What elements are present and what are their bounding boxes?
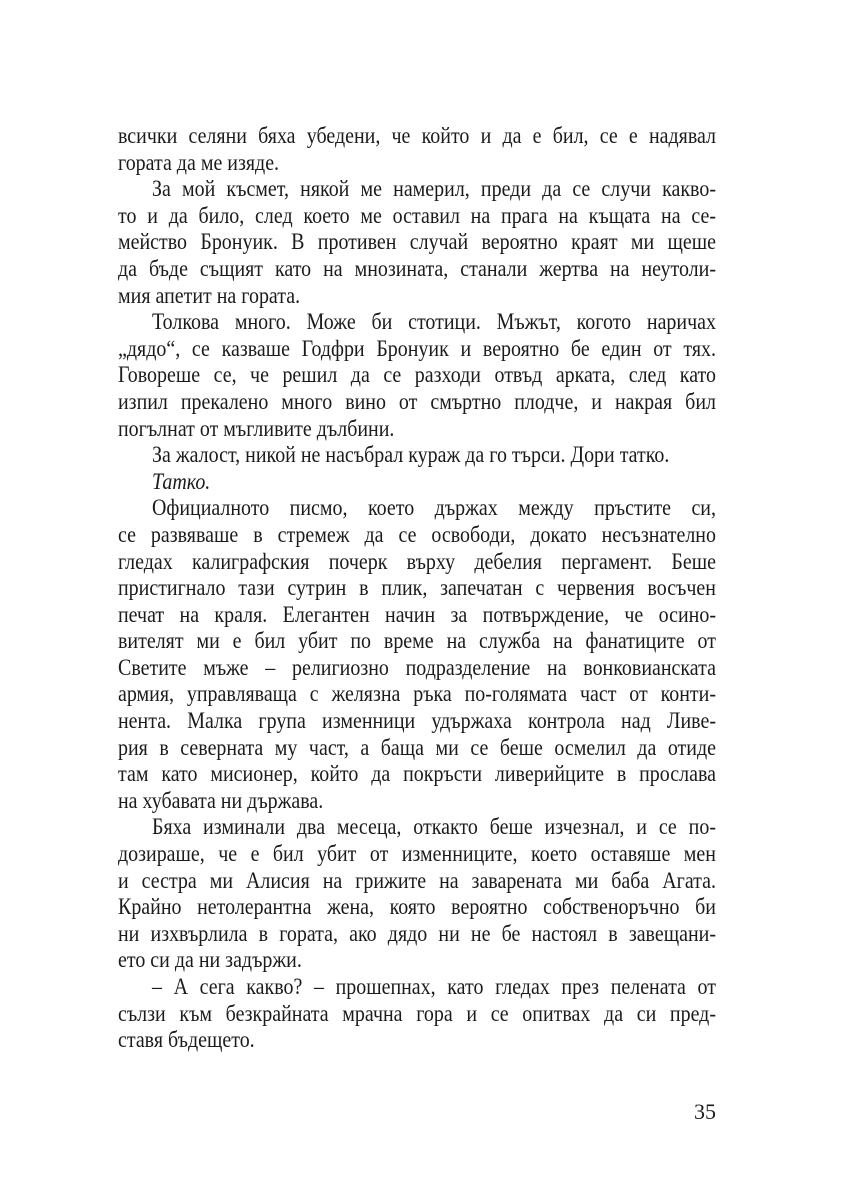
text-line: ни изхвърлила в гората, ако дядо ни не бе настоял в завещани-	[118, 920, 716, 947]
text-line: За жалост, никой не насъбрал кураж да го търси. Дори татко.	[151, 442, 670, 469]
paragraph	[118, 814, 716, 974]
paragraph	[118, 442, 716, 469]
text-line: дозираше, че е бил убит от изменниците, което оставяше мен	[118, 841, 716, 868]
text-line: погълнат от мъгливите дълбини.	[118, 415, 395, 442]
text-line: ето си да ни задържи.	[118, 947, 302, 974]
text-line: вителят ми е бил убит по време на служба на фанатиците от	[118, 628, 716, 655]
text-line: нента. Малка група изменници удържаха контрола над Ливе-	[118, 708, 716, 735]
text-line: Светите мъже – религиозно подразделение на вонковианската	[118, 654, 716, 681]
text-line: ставя бъдещето.	[118, 1027, 255, 1054]
paragraph	[118, 469, 716, 496]
text-line: гледах калиграфския почерк върху дебелия пергамент. Беше	[118, 548, 716, 575]
text-line: – А сега какво? – прошепнах, като гледах през пелената от	[151, 974, 716, 1000]
text-line: всички селяни бяха убедени, че който и да е бил, се е надявал	[118, 123, 716, 149]
text-line: мейство Бронуик. В противен случай вероятно краят ми щеше	[118, 229, 716, 256]
paragraph	[118, 974, 716, 1054]
text-line: печат на краля. Елегантен начин за потвърждение, че осино-	[118, 601, 716, 628]
text-line: рия в северната му част, а баща ми се беше осмелил да отиде	[118, 734, 716, 761]
text-line: изпил прекалено много вино от смъртно плодче, и накрая бил	[118, 388, 716, 415]
text-line: Официалното писмо, което държах между пръстите си,	[151, 495, 716, 522]
text-line: се развяваше в стремеж да се освободи, докато несъзнателно	[118, 521, 716, 548]
paragraph	[118, 495, 716, 814]
paragraph	[118, 176, 716, 309]
text-line: Толкова много. Може би стотици. Мъжът, когото наричах	[151, 309, 716, 336]
text-line: и сестра ми Алисия на грижите на заварената ми баба Агата.	[118, 867, 716, 894]
text-line: армия, управляваща с желязна ръка по-голямата част от конти-	[118, 681, 716, 708]
text-line: мия апетит на гората.	[118, 282, 301, 309]
text-line: Крайно нетолерантна жена, която вероятно собственоръчно би	[118, 894, 716, 921]
text-line: то и да било, след което ме оставил на прага на къщата на се-	[118, 202, 716, 229]
paragraph	[118, 123, 716, 176]
text-line: Татко.	[151, 468, 211, 495]
text-line: там като мисионер, който да покръсти ливерийците в прослава	[118, 761, 716, 788]
text-block	[118, 123, 716, 1054]
text-line: „дядо“, се казваше Годфри Бронуик и вероятно бе един от тях.	[118, 335, 716, 362]
text-line: Говореше се, че решил да се разходи отвъд арката, след като	[118, 362, 716, 389]
text-line: Бяха изминали два месеца, откакто беше изчезнал, и се по-	[151, 814, 716, 841]
text-line: на хубавата ни държава.	[118, 787, 324, 814]
text-line: гората да ме изяде.	[118, 149, 280, 176]
page-number: 35	[694, 1099, 716, 1124]
paragraph	[118, 309, 716, 442]
text-line: пристигнало тази сутрин в плик, запечатан с червения восъчен	[118, 575, 716, 602]
text-line: За мой късмет, някой ме намерил, преди да се случи какво-	[151, 176, 716, 203]
text-line: да бъде същият като на мнозината, станали жертва на неутоли-	[118, 255, 716, 282]
text-line: сълзи към безкрайната мрачна гора и се опитвах да си пред-	[118, 1000, 716, 1027]
